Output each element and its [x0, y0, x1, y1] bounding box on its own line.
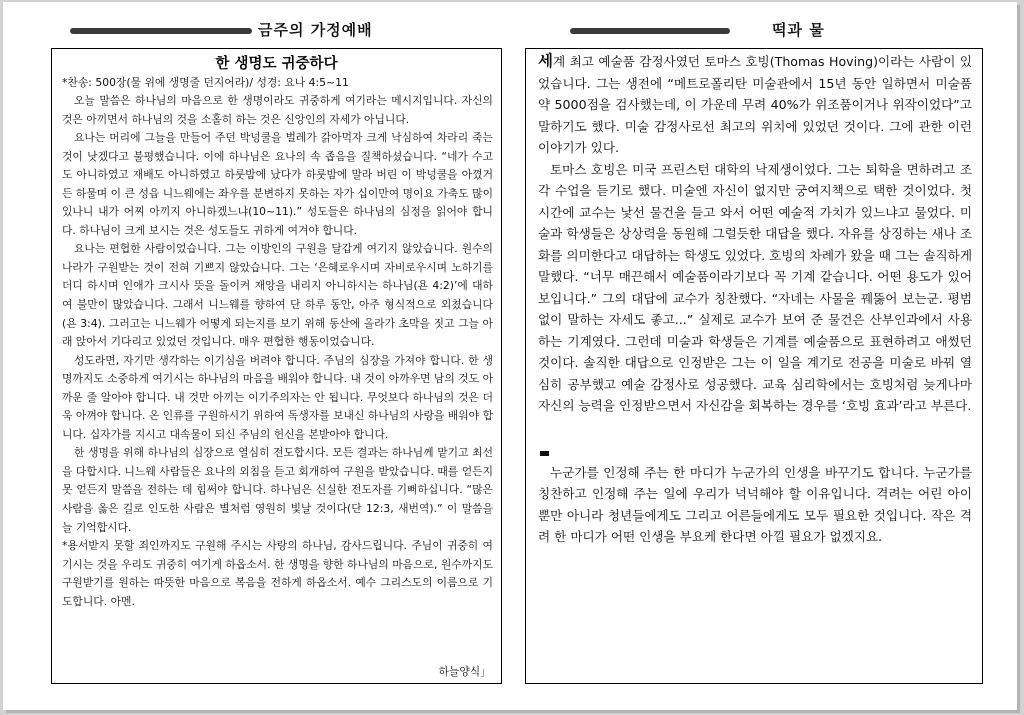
story-paragraph-text: 계 최고 예술품 감정사였던 토마스 호빙(Thomas Hoving)이라는 사람이 있었습니다. 그는 생전에 “메트로폴리탄 미술관에서 15년 동안 일하면서 미술품 약 5000점을 검사했는데, 이 가운데 무려 40%가 위조품이거나 위작이었다”고 말하기도 했다. 미술 감정사로선 최고의 위치에 있었던 것이다. 그에 관한 이런 이야기가 있다. — [538, 54, 972, 155]
sermon-title: 한 생명도 귀중하다 — [215, 56, 338, 72]
sermon-paragraph: 요나는 편협한 사람이었습니다. 그는 이방인의 구원을 달갑게 여기지 않았습니다. 원수의 나라가 구원받는 것이 전혀 기쁘지 않았습니다. 그는 ‘은혜로우시며 자비로우시며 노하기를 더디 하시며 인애가 크시사 뜻을 돌이켜 재앙을 내리지 아니하시는 하나님(욘 4:2)’에 대하여 불만이 많았습니다. 그래서 니느웨를 향하여 단 하루 동안, 아주 형식적으로 외쳤습니다(욘 3:4). 그러고는 니느웨가 어떻게 되는지를 보기 위해 동산에 올라가 초막을 짓고 그늘 아래 앉아서 기다리고 있었던 것입니다. 매우 편협한 행동이었습니다. — [62, 242, 493, 349]
sermon-paragraph: 오늘 말씀은 하나님의 마음으로 한 생명이라도 귀중하게 여기라는 메시지입니다. 자신의 것은 아끼면서 하나님의 것을 소홀히 하는 것은 신앙인의 자세가 아닙니다. — [62, 94, 493, 126]
right-header-title: 떡과 물 — [772, 21, 825, 39]
sermon-box — [51, 48, 502, 684]
page — [3, 2, 1017, 710]
reflection-paragraph: 누군가를 인정해 주는 한 마디가 누군가의 인생을 바꾸기도 합니다. 누군가를 칭찬하고 인정해 주는 일에 우리가 넉넉해야 할 이유입니다. 격려는 어린 아이 뿐만 아니라 청년들에게도 그리고 어른들에게도 모두 필요한 것입니다. 작은 격려 한 마디가 어떤 인생을 부요케 한다면 아낄 필요가 없겠지요. — [538, 464, 972, 544]
left-header-title: 금주의 가정예배 — [258, 21, 373, 39]
right-header-bar — [570, 28, 730, 34]
signature: 하늘양식」 — [438, 665, 491, 678]
sermon-paragraph: 성도라면, 자기만 생각하는 이기심을 버려야 합니다. 주님의 심장을 가져야 합니다. 한 생명까지도 소중하게 여기시는 하나님의 마음을 배워야 합니다. 내 것이 아까우면 남의 것도 아까운 줄 알아야 합니다. 내 것만 아끼는 이기주의자는 안 됩니다. 무엇보다 하나님의 것은 더욱 아껴야 합니다. 온 인류를 구원하시기 위하여 독생자를 보내신 하나님의 사랑을 배워야 합니다. 십자가를 지시고 대속물이 되신 주님의 헌신을 본받아야 합니다. — [62, 353, 493, 441]
hymn-scripture-line: *찬송: 500장(물 위에 생명줄 던지어라)/ 성경: 요나 4:5~11 — [62, 76, 349, 89]
story-paragraph: 토마스 호빙은 미국 프린스턴 대학의 낙제생이었다. 그는 퇴학을 면하려고 조각 수업을 듣기로 했다. 미술엔 자신이 없지만 궁여지책으로 택한 것이었다. 첫 시간에 교수는 낯선 물건을 들고 와서 어떤 예술적 가치가 있느냐고 물었다. 미술과 학생들은 상상력을 동원해 그럴듯한 대답을 했다. 자유를 상징하는 새나 조화를 의미한다고 대답하는 학생도 있었다. 호빙의 차례가 왔을 때 그는 솔직하게 말했다. “너무 매끈해서 예술품이라기보다 꼭 기계 같습니다. 어떤 용도가 있어 보입니다.” 그의 대답에 교수가 칭찬했다. “자네는 사물을 꿰뚫어 보는군. 평범없이 말하는 자세도 좋고...” 실제로 교수가 보여 준 물건은 산부인과에서 사용하는 기계였다. 그런데 미술과 학생들은 기계를 예술품으로 표현하려고 애썼던 것이다. 솔직한 대답으로 인정받은 그는 이 일을 계기로 전공을 미술로 바꿔 열심히 공부했고 예술 감정사로 성공했다. 교육 심리학에서는 호빙처럼 늦게나마 자신의 능력을 인정받으면서 자신감을 회복하는 경우를 ‘호빙 효과’라고 부른다. — [538, 161, 972, 413]
sermon-paragraph: 요나는 머리에 그늘을 만들어 주던 박넝쿨을 벌레가 갉아먹자 크게 낙심하여 차라리 죽는 것이 낫겠다고 불평했습니다. 이에 하나님은 요나의 속 좁음을 질책하셨습니다. “네가 수고도 아니하였고 재배도 아니하였고 하룻밤에 났다가 하룻밤에 말라 버린 이 박넝쿨을 아꼈거든 하물며 이 큰 성읍 니느웨에는 좌우를 분변하지 못하는 자가 십이만여 명이요 가축도 많이 있나니 내가 어찌 아끼지 아니하겠느냐(10~11).” 성도들은 하나님의 심정을 읽어야 합니다. 하나님이 크게 보시는 것은 성도들도 귀하게 여겨야 합니다. — [62, 131, 493, 237]
story-box — [525, 48, 983, 684]
left-header-bar — [70, 28, 252, 34]
prayer-paragraph: *용서받지 못할 죄인까지도 구원해 주시는 사랑의 하나님, 감사드립니다. 주님이 귀중히 여기시는 것을 우리도 귀중히 여기게 하옵소서. 한 생명을 향한 하나님의 마음으로, 원수까지도 구원받기를 원하는 따뜻한 마음으로 복음을 전하게 하옵소서. 예수 그리스도의 이름으로 기도합니다. 아멘. — [62, 539, 493, 608]
section-bullet-icon — [540, 451, 549, 456]
sermon-paragraph: 한 생명을 위해 하나님의 심장으로 열심히 전도합시다. 모든 결과는 하나님께 맡기고 최선을 다합시다. 니느웨 사람들은 요나의 외침을 듣고 회개하여 구원을 받았습니다. 때를 얻든지 못 얻든지 말씀을 전하는 데 힘써야 합니다. 하나님은 신실한 전도자를 기뻐하십니다. “많은 사람을 옳은 길로 인도한 사람은 별처럼 영원히 빛날 것이다(단 12:3, 새번역).” 이 말씀을 늘 기억합시다. — [62, 446, 493, 534]
story-paragraph — [526, 51, 982, 159]
dropcap: 세 — [538, 52, 553, 70]
